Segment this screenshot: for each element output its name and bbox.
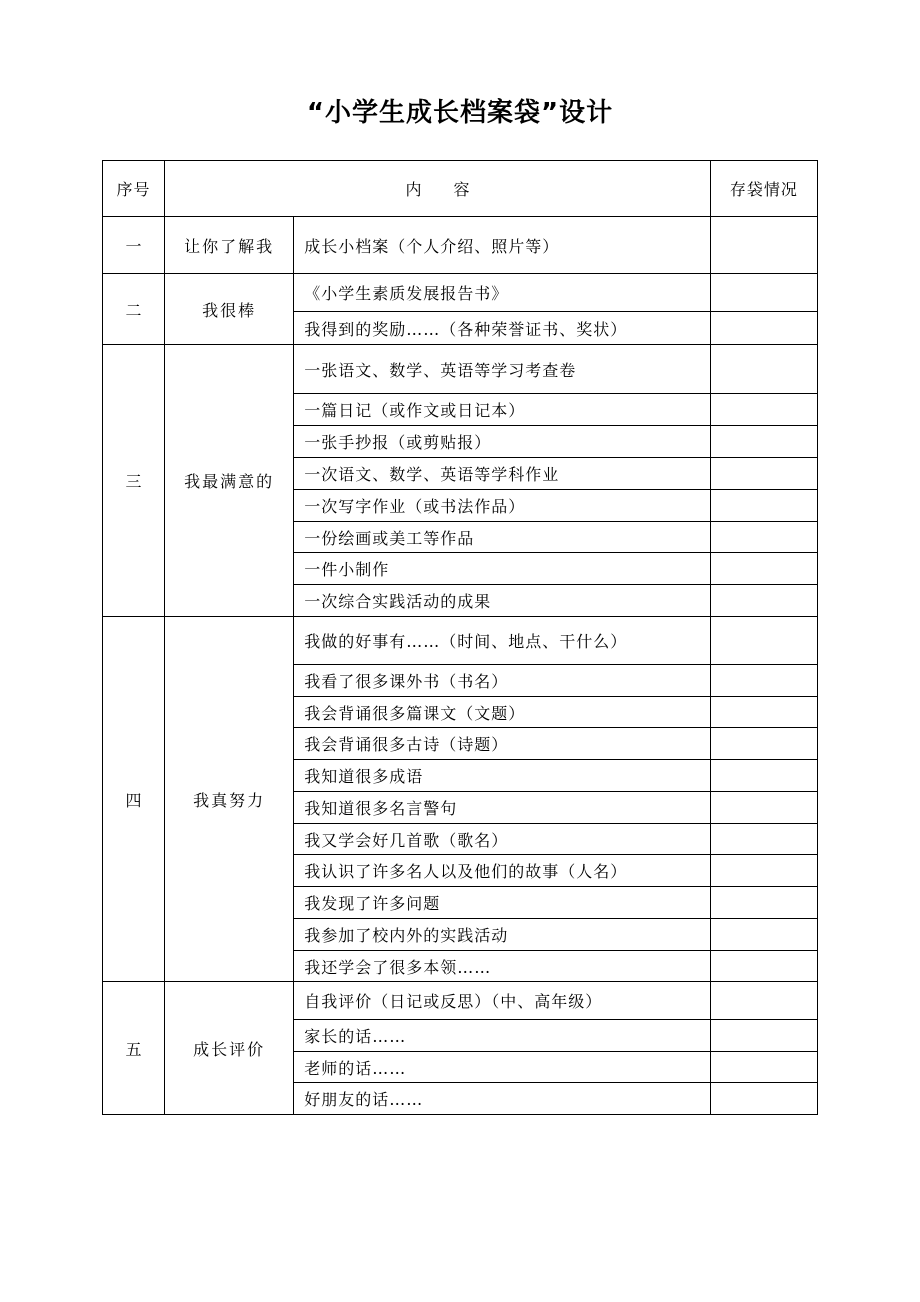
- item-text: 我还学会了很多本领……: [294, 951, 711, 982]
- item-text: 成长小档案（个人介绍、照片等）: [294, 217, 711, 274]
- section-category: 成长评价: [165, 982, 294, 1115]
- table-row: [103, 982, 818, 1020]
- item-text: 我得到的奖励……（各种荣誉证书、奖状）: [294, 312, 711, 345]
- item-text: 我又学会好几首歌（歌名）: [294, 824, 711, 855]
- section-category: 让你了解我: [165, 217, 294, 274]
- status-cell[interactable]: [710, 426, 817, 458]
- status-cell[interactable]: [710, 585, 817, 617]
- item-text: 我看了很多课外书（书名）: [294, 665, 711, 697]
- page-title: “小学生成长档案袋”设计: [306, 98, 614, 128]
- status-cell[interactable]: [710, 1020, 817, 1052]
- header-row: [103, 161, 818, 217]
- item-text: 我知道很多成语: [294, 760, 711, 792]
- status-cell[interactable]: [710, 217, 817, 274]
- status-cell[interactable]: [710, 697, 817, 728]
- status-cell[interactable]: [710, 982, 817, 1020]
- item-text: 我参加了校内外的实践活动: [294, 919, 711, 951]
- status-cell[interactable]: [710, 553, 817, 585]
- status-cell[interactable]: [710, 824, 817, 855]
- item-text: 自我评价（日记或反思）（中、高年级）: [294, 982, 711, 1020]
- item-text: 一张手抄报（或剪贴报）: [294, 426, 711, 458]
- header-content: 内 容: [165, 161, 711, 217]
- item-text: 我会背诵很多古诗（诗题）: [294, 728, 711, 760]
- item-text: 好朋友的话……: [294, 1083, 711, 1115]
- status-cell[interactable]: [710, 760, 817, 792]
- status-cell[interactable]: [710, 617, 817, 665]
- status-cell[interactable]: [710, 1083, 817, 1115]
- item-text: 一次写字作业（或书法作品）: [294, 490, 711, 522]
- status-cell[interactable]: [710, 919, 817, 951]
- status-cell[interactable]: [710, 458, 817, 490]
- item-text: 我认识了许多名人以及他们的故事（人名）: [294, 855, 711, 887]
- item-text: 一篇日记（或作文或日记本）: [294, 394, 711, 426]
- section-number: 一: [103, 217, 165, 274]
- item-text: 家长的话……: [294, 1020, 711, 1052]
- header-status: 存袋情况: [710, 161, 817, 217]
- status-cell[interactable]: [710, 951, 817, 982]
- item-text: 一份绘画或美工等作品: [294, 522, 711, 553]
- section-number: 四: [103, 617, 165, 982]
- item-text: 我会背诵很多篇课文（文题）: [294, 697, 711, 728]
- status-cell[interactable]: [710, 490, 817, 522]
- section-category: 我真努力: [165, 617, 294, 982]
- status-cell[interactable]: [710, 887, 817, 919]
- status-cell[interactable]: [710, 665, 817, 697]
- status-cell[interactable]: [710, 522, 817, 553]
- table-row: [103, 345, 818, 394]
- section-number: 二: [103, 274, 165, 345]
- item-text: 我发现了许多问题: [294, 887, 711, 919]
- status-cell[interactable]: [710, 312, 817, 345]
- status-cell[interactable]: [710, 345, 817, 394]
- status-cell[interactable]: [710, 274, 817, 312]
- archive-table: [102, 160, 818, 1115]
- status-cell[interactable]: [710, 728, 817, 760]
- table-row: [103, 217, 818, 274]
- item-text: 老师的话……: [294, 1052, 711, 1083]
- section-number: 三: [103, 345, 165, 617]
- section-category: 我最满意的: [165, 345, 294, 617]
- section-number: 五: [103, 982, 165, 1115]
- table-row: [103, 617, 818, 665]
- item-text: 我做的好事有……（时间、地点、干什么）: [294, 617, 711, 665]
- header-number: 序号: [103, 161, 165, 217]
- item-text: 一次综合实践活动的成果: [294, 585, 711, 617]
- status-cell[interactable]: [710, 1052, 817, 1083]
- section-category: 我很棒: [165, 274, 294, 345]
- status-cell[interactable]: [710, 394, 817, 426]
- item-text: 一件小制作: [294, 553, 711, 585]
- item-text: 一次语文、数学、英语等学科作业: [294, 458, 711, 490]
- item-text: 我知道很多名言警句: [294, 792, 711, 824]
- item-text: 一张语文、数学、英语等学习考查卷: [294, 345, 711, 394]
- status-cell[interactable]: [710, 792, 817, 824]
- item-text: 《小学生素质发展报告书》: [294, 274, 711, 312]
- table-row: [103, 274, 818, 312]
- status-cell[interactable]: [710, 855, 817, 887]
